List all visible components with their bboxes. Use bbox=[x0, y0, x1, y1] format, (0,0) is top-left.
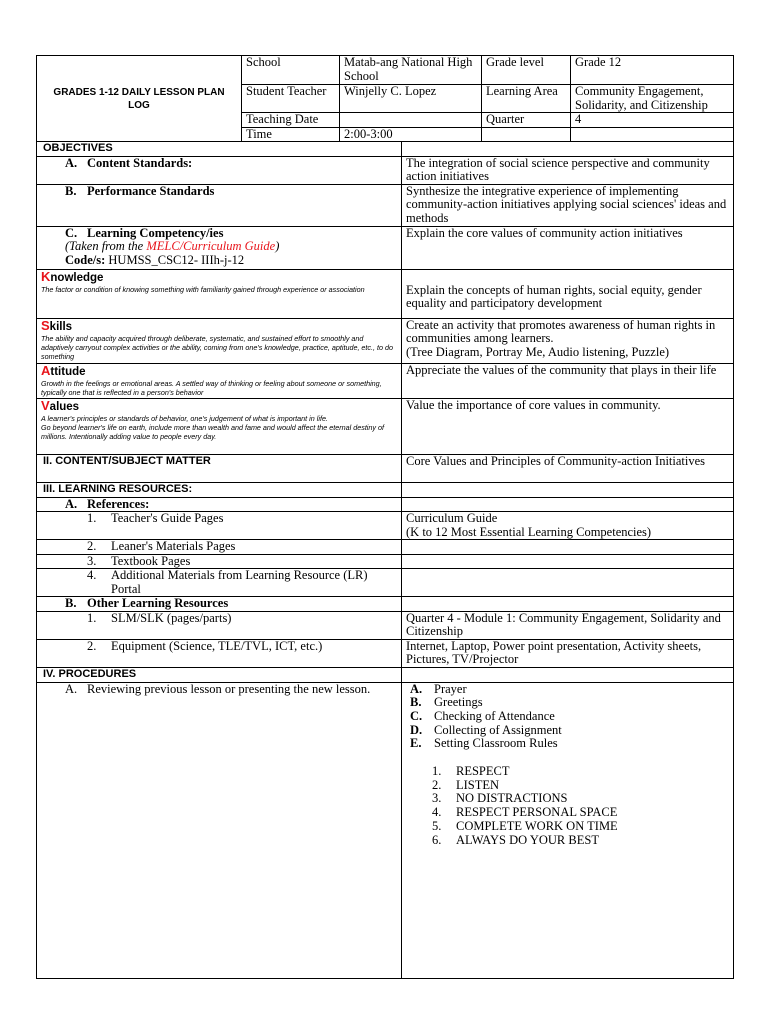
procedure-a: A. Reviewing previous lesson or presenting the new lesson. bbox=[37, 682, 402, 978]
content-value: Core Values and Principles of Community-action Initiatives bbox=[402, 454, 734, 482]
student-teacher-label: Student Teacher bbox=[242, 85, 340, 113]
additional-materials-label: 4. Additional Materials from Learning Resource (LR) Portal bbox=[37, 569, 402, 597]
document-title: GRADES 1-12 DAILY LESSON PLAN LOG bbox=[37, 56, 242, 142]
attitude-description: Growth in the feelings or emotional areas. A settled way of thinking or feeling about someone or something, typically one that is reflected in a person's behavior bbox=[41, 378, 382, 397]
content-heading: II. CONTENT/SUBJECT MATTER bbox=[37, 454, 402, 482]
slm-value: Quarter 4 - Module 1: Community Engagement, Solidarity and Citizenship bbox=[402, 611, 734, 639]
step-item: A. Prayer bbox=[410, 681, 467, 696]
content-standards-value: The integration of social science perspective and community action initiatives bbox=[402, 156, 734, 184]
values-description-1: A learner's principles or standards of behavior, one's judgement of what is important in life. bbox=[41, 413, 328, 423]
slm-label: 1. SLM/SLK (pages/parts) bbox=[37, 611, 402, 639]
teachers-guide-value: Curriculum Guide (K to 12 Most Essential Learning Competencies) bbox=[402, 512, 734, 540]
other-resources-label: B. Other Learning Resources bbox=[37, 597, 402, 612]
school-value: Matab-ang National High School bbox=[340, 56, 482, 85]
learning-resources-heading: III. LEARNING RESOURCES: bbox=[37, 482, 402, 497]
learning-competency-label: C. Learning Competency/ies (Taken from the MELC/Curriculum Guide) Code/s: HUMSS_CSC12- IIIh-j-12 bbox=[37, 226, 402, 269]
melc-guide-link: MELC/Curriculum Guide bbox=[146, 239, 276, 253]
skills-domain: Skills The ability and capacity acquired through deliberate, systematic, and sustained effort to smoothly and adaptively carryout complex activities or the ability, coming from one's knowledge, practice, aptitude, etc., to do something bbox=[37, 318, 402, 363]
knowledge-value: Explain the concepts of human rights, social equity, gender equality and participatory development bbox=[402, 269, 734, 318]
rule-item: 1. RESPECT bbox=[432, 764, 510, 779]
textbook-pages-label: 3. Textbook Pages bbox=[37, 554, 402, 569]
values-domain: Values A learner's principles or standards of behavior, one's judgement of what is important in life. Go beyond learner's life on earth, include more than wealth and fame and would affect the eternal destiny of millions. Intentionally adding value to people every day. bbox=[37, 398, 402, 454]
quarter-label: Quarter bbox=[482, 113, 571, 128]
step-item: C. Checking of Attendance bbox=[410, 708, 555, 723]
values-value: Value the importance of core values in community. bbox=[402, 398, 734, 454]
skills-description: The ability and capacity acquired through deliberate, systematic, and sustained effort to smoothly and adaptively carryout complex activities or the ability, coming from one's knowledge, practice, aptitude, etc., to do something bbox=[41, 333, 394, 361]
teachers-guide-label: 1. Teacher's Guide Pages bbox=[37, 512, 402, 540]
grade-label: Grade level bbox=[482, 56, 571, 85]
time-label: Time bbox=[242, 127, 340, 142]
procedures-heading: IV. PROCEDURES bbox=[37, 667, 402, 682]
time-value: 2:00-3:00 bbox=[340, 127, 482, 142]
step-item: D. Collecting of Assignment bbox=[410, 722, 562, 737]
knowledge-domain: Knowledge The factor or condition of knowing something with familiarity gained through experience or association bbox=[37, 269, 402, 318]
header-table bbox=[36, 55, 734, 142]
student-teacher-value: Winjelly C. Lopez bbox=[340, 85, 482, 113]
grade-value: Grade 12 bbox=[571, 56, 734, 85]
competency-code: HUMSS_CSC12- IIIh-j-12 bbox=[105, 252, 245, 267]
lesson-plan-document bbox=[36, 55, 733, 979]
learning-area-value: Community Engagement, Solidarity, and Citizenship bbox=[571, 85, 734, 113]
rule-item: 5. COMPLETE WORK ON TIME bbox=[432, 818, 618, 833]
classroom-rules-list bbox=[406, 765, 729, 847]
content-standards-label: A. Content Standards: bbox=[37, 156, 402, 184]
learning-area-label: Learning Area bbox=[482, 85, 571, 113]
performance-standards-label: B. Performance Standards bbox=[37, 184, 402, 226]
equipment-label: 2. Equipment (Science, TLE/TVL, ICT, etc.) bbox=[37, 639, 402, 667]
steps-list bbox=[406, 683, 729, 752]
equipment-value: Internet, Laptop, Power point presentation, Activity sheets, Pictures, TV/Projector bbox=[402, 639, 734, 667]
quarter-value: 4 bbox=[571, 113, 734, 128]
attitude-domain: Attitude Growth in the feelings or emotional areas. A settled way of thinking or feeling about someone or something, typically one that is reflected in a person's behavior bbox=[37, 363, 402, 398]
teaching-date-value bbox=[340, 113, 482, 128]
objectives-heading: OBJECTIVES bbox=[37, 142, 402, 157]
learning-competency-value: Explain the core values of community action initiatives bbox=[402, 226, 734, 269]
step-item: E. Setting Classroom Rules bbox=[410, 736, 558, 751]
values-description-2: Go beyond learner's life on earth, include more than wealth and fame and would affect the eternal destiny of millions. Intentionally adding value to people every day. bbox=[41, 422, 384, 441]
performance-standards-value: Synthesize the integrative experience of implementing community-action initiatives applying social sciences' ideas and methods bbox=[402, 184, 734, 226]
skills-value: Create an activity that promotes awareness of human rights in communities among learners. (Tree Diagram, Portray Me, Audio listening, Puzzle) bbox=[402, 318, 734, 363]
school-label: School bbox=[242, 56, 340, 85]
rule-item: 2. LISTEN bbox=[432, 777, 500, 792]
procedure-steps bbox=[402, 682, 734, 978]
attitude-value: Appreciate the values of the community that plays in their life bbox=[402, 363, 734, 398]
references-label: A. References: bbox=[37, 497, 402, 512]
rule-item: 4. RESPECT PERSONAL SPACE bbox=[432, 805, 618, 820]
knowledge-description: The factor or condition of knowing something with familiarity gained through experience or association bbox=[41, 284, 365, 294]
learners-materials-label: 2. Leaner's Materials Pages bbox=[37, 540, 402, 555]
rule-item: 3. NO DISTRACTIONS bbox=[432, 791, 568, 806]
step-item: B. Greetings bbox=[410, 695, 483, 710]
teaching-date-label: Teaching Date bbox=[242, 113, 340, 128]
rule-item: 6. ALWAYS DO YOUR BEST bbox=[432, 832, 599, 847]
lesson-body-table bbox=[36, 141, 734, 979]
